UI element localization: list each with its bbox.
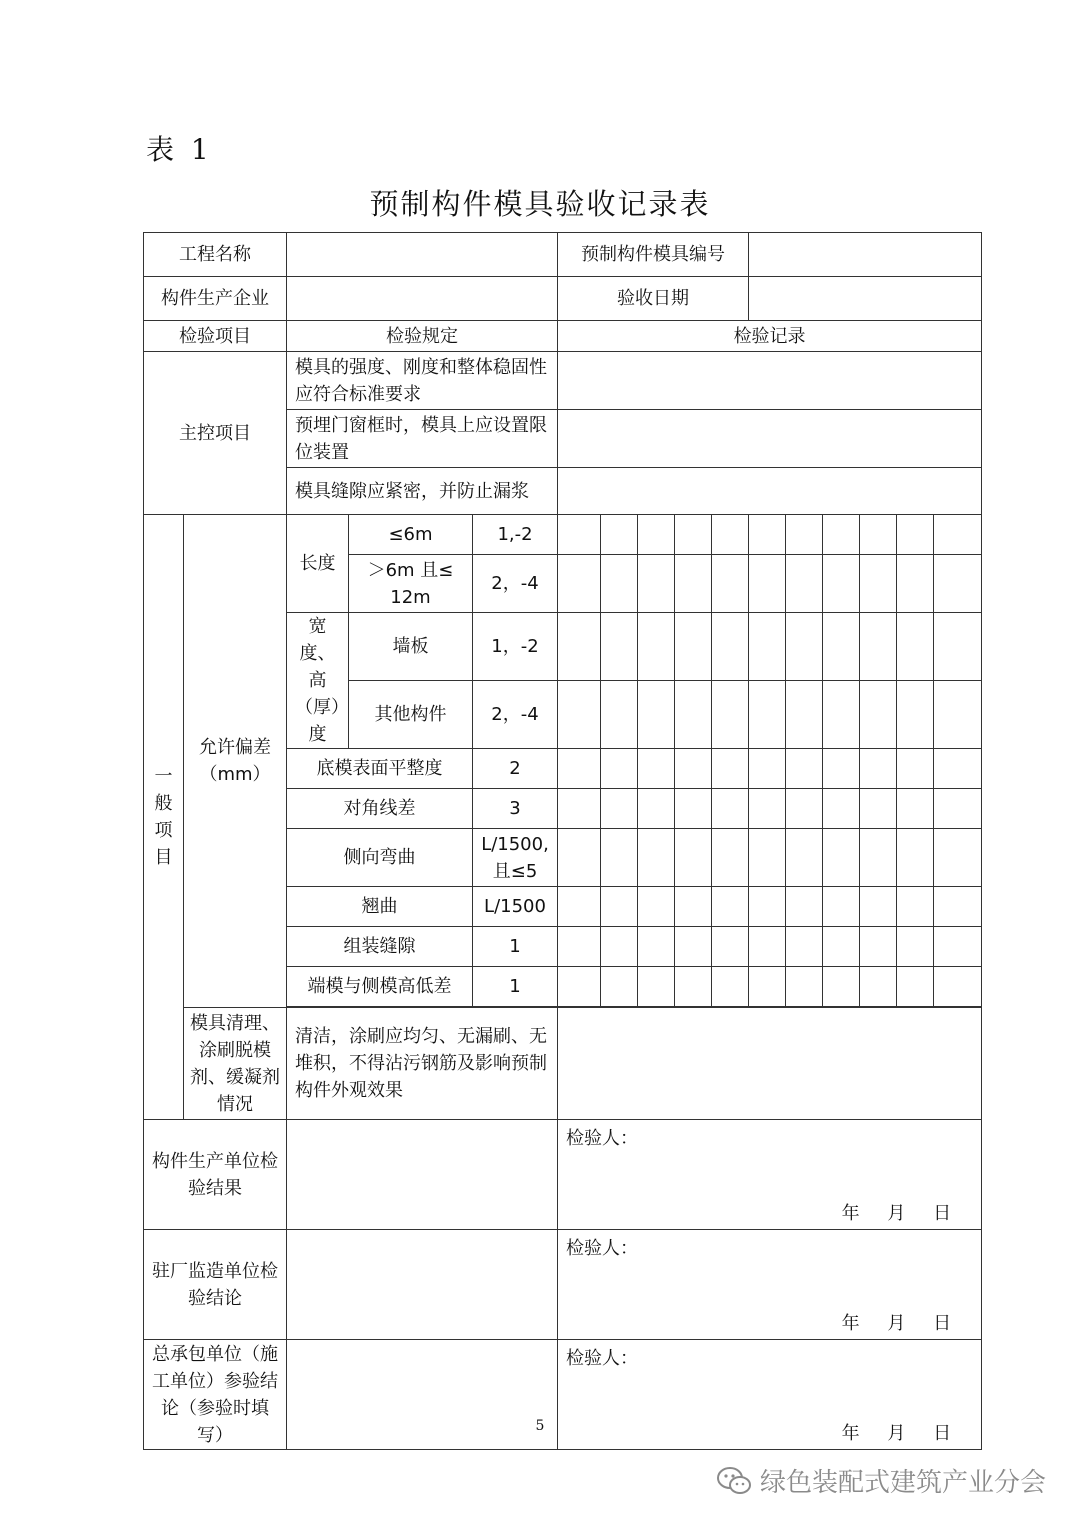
record-cell[interactable]	[712, 613, 749, 681]
record-cell[interactable]	[601, 555, 638, 613]
record-cell[interactable]	[786, 515, 823, 555]
wall-panel-label: 墙板	[349, 613, 473, 681]
record-cell[interactable]	[558, 749, 601, 789]
record-cell[interactable]	[675, 789, 712, 829]
record-cell[interactable]	[823, 749, 860, 789]
record-cell[interactable]	[749, 887, 786, 927]
record-cell[interactable]	[934, 681, 982, 749]
other-value: 2，-4	[473, 681, 558, 749]
date-label: 年 月 日	[841, 1422, 952, 1444]
watermark	[716, 1462, 1046, 1499]
record-cell[interactable]	[712, 789, 749, 829]
record-cell[interactable]	[860, 829, 897, 887]
main-rule-3: 模具缝隙应紧密，并防止漏浆	[287, 468, 558, 515]
date-label: 年 月 日	[841, 1202, 952, 1224]
record-cell[interactable]	[558, 887, 601, 927]
column-rule: 检验规定	[287, 321, 558, 352]
record-cell[interactable]	[712, 829, 749, 887]
gap-label: 组装缝隙	[287, 927, 473, 967]
record-cell[interactable]	[860, 789, 897, 829]
record-cell[interactable]	[601, 681, 638, 749]
project-name-value[interactable]	[287, 233, 558, 277]
record-cell[interactable]	[638, 749, 675, 789]
record-cell[interactable]	[558, 829, 601, 887]
record-cell[interactable]	[638, 829, 675, 887]
record-cell[interactable]	[823, 829, 860, 887]
record-cell[interactable]	[638, 967, 675, 1007]
page-number: 5	[535, 1418, 545, 1434]
record-cell[interactable]	[823, 927, 860, 967]
record-cell[interactable]	[601, 749, 638, 789]
record-cell[interactable]	[934, 829, 982, 887]
record-cell[interactable]	[897, 789, 934, 829]
record-cell[interactable]	[934, 749, 982, 789]
record-cell[interactable]	[749, 613, 786, 681]
record-cell[interactable]	[860, 515, 897, 555]
record-cell[interactable]	[934, 555, 982, 613]
record-cell[interactable]	[601, 887, 638, 927]
record-cell[interactable]	[786, 613, 823, 681]
record-cell[interactable]	[749, 829, 786, 887]
main-record-1[interactable]	[558, 352, 982, 410]
record-cell[interactable]	[749, 927, 786, 967]
record-cell[interactable]	[934, 789, 982, 829]
record-cell[interactable]	[786, 927, 823, 967]
record-cell[interactable]	[786, 681, 823, 749]
general-label: 一 般 项 目	[144, 515, 184, 1120]
column-item: 检验项目	[144, 321, 287, 352]
record-cell[interactable]	[675, 927, 712, 967]
record-cell[interactable]	[712, 681, 749, 749]
sign-block-2[interactable]	[558, 1230, 982, 1340]
len-6-12-label: ＞6m 且≤ 12m	[349, 555, 473, 613]
bend-label: 侧向弯曲	[287, 829, 473, 887]
record-cell[interactable]	[860, 927, 897, 967]
record-cell[interactable]	[786, 789, 823, 829]
record-cell[interactable]	[897, 967, 934, 1007]
record-cell[interactable]	[786, 555, 823, 613]
record-cell[interactable]	[860, 555, 897, 613]
main-rule-2: 预埋门窗框时，模具上应设置限位装置	[287, 410, 558, 468]
record-cell[interactable]	[823, 555, 860, 613]
record-cell[interactable]	[860, 967, 897, 1007]
column-record: 检验记录	[558, 321, 982, 352]
record-cell[interactable]	[601, 613, 638, 681]
producer-label: 构件生产企业	[144, 277, 287, 321]
len-le6-value: 1,-2	[473, 515, 558, 555]
record-cell[interactable]	[712, 927, 749, 967]
end-diff-value: 1	[473, 967, 558, 1007]
diagonal-label: 对角线差	[287, 789, 473, 829]
producer-value[interactable]	[287, 277, 558, 321]
record-cell[interactable]	[675, 829, 712, 887]
record-cell[interactable]	[638, 681, 675, 749]
sign-label-1: 构件生产单位检验结果	[144, 1120, 287, 1230]
mold-no-value[interactable]	[749, 233, 982, 277]
record-cell[interactable]	[823, 613, 860, 681]
record-cell[interactable]	[712, 515, 749, 555]
main-record-3[interactable]	[558, 468, 982, 515]
record-cell[interactable]	[934, 887, 982, 927]
record-cell[interactable]	[860, 749, 897, 789]
record-cell[interactable]	[897, 749, 934, 789]
record-cell[interactable]	[749, 515, 786, 555]
cleaning-label: 模具清理、涂刷脱模剂、缓凝剂情况	[184, 1008, 287, 1120]
record-cell[interactable]	[638, 613, 675, 681]
wall-panel-value: 1，-2	[473, 613, 558, 681]
record-cell[interactable]	[675, 967, 712, 1007]
record-cell[interactable]	[638, 927, 675, 967]
record-cell[interactable]	[601, 967, 638, 1007]
warp-label: 翘曲	[287, 887, 473, 927]
table-label: 表 1	[146, 133, 213, 166]
record-cell[interactable]	[897, 555, 934, 613]
record-cell[interactable]	[712, 749, 749, 789]
record-cell[interactable]	[897, 927, 934, 967]
flatness-value: 2	[473, 749, 558, 789]
record-cell[interactable]	[638, 515, 675, 555]
record-cell[interactable]	[601, 829, 638, 887]
accept-date-label: 验收日期	[558, 277, 749, 321]
sign-result-1[interactable]	[287, 1120, 558, 1230]
record-cell[interactable]	[860, 887, 897, 927]
record-cell[interactable]	[860, 681, 897, 749]
record-cell[interactable]	[786, 749, 823, 789]
record-cell[interactable]	[558, 515, 601, 555]
record-cell[interactable]	[558, 681, 601, 749]
record-cell[interactable]	[675, 887, 712, 927]
record-cell[interactable]	[823, 887, 860, 927]
record-cell[interactable]	[897, 681, 934, 749]
gap-value: 1	[473, 927, 558, 967]
record-cell[interactable]	[712, 887, 749, 927]
record-cell[interactable]	[558, 927, 601, 967]
record-cell[interactable]	[934, 515, 982, 555]
diagonal-value: 3	[473, 789, 558, 829]
mold-no-label: 预制构件模具编号	[558, 233, 749, 277]
record-cell[interactable]	[638, 887, 675, 927]
record-cell[interactable]	[675, 515, 712, 555]
record-cell[interactable]	[558, 613, 601, 681]
record-cell[interactable]	[558, 967, 601, 1007]
width-label: 宽度、高（厚）度	[287, 613, 349, 749]
record-cell[interactable]	[601, 515, 638, 555]
sign-label-2: 驻厂监造单位检验结论	[144, 1230, 287, 1340]
record-cell[interactable]	[897, 829, 934, 887]
record-cell[interactable]	[934, 613, 982, 681]
length-label: 长度	[287, 515, 349, 613]
sign-result-2[interactable]	[287, 1230, 558, 1340]
inspector-label: 检验人：	[566, 1347, 639, 1369]
record-cell[interactable]	[675, 749, 712, 789]
end-diff-label: 端模与侧模高低差	[287, 967, 473, 1007]
len-6-12-value: 2，-4	[473, 555, 558, 613]
project-name-label: 工程名称	[144, 233, 287, 277]
accept-date-value[interactable]	[749, 277, 982, 321]
warp-value: L/1500	[473, 887, 558, 927]
watermark-text: 绿色装配式建筑产业分会	[759, 1468, 1046, 1498]
record-cell[interactable]	[712, 967, 749, 1007]
date-label: 年 月 日	[841, 1312, 952, 1334]
record-cell[interactable]	[934, 927, 982, 967]
record-cell[interactable]	[749, 681, 786, 749]
tolerance-label: 允许偏差（mm）	[184, 515, 287, 1008]
record-cell[interactable]	[601, 789, 638, 829]
record-cell[interactable]	[823, 967, 860, 1007]
record-cell[interactable]	[675, 555, 712, 613]
record-cell[interactable]	[786, 887, 823, 927]
record-cell[interactable]	[749, 967, 786, 1007]
record-cell[interactable]	[749, 789, 786, 829]
wechat-icon	[716, 1466, 752, 1496]
inspector-label: 检验人：	[566, 1237, 639, 1259]
record-cell[interactable]	[786, 967, 823, 1007]
record-cell[interactable]	[749, 555, 786, 613]
flatness-label: 底模表面平整度	[287, 749, 473, 789]
record-cell[interactable]	[934, 967, 982, 1007]
record-cell[interactable]	[823, 515, 860, 555]
record-cell[interactable]	[860, 613, 897, 681]
record-cell[interactable]	[897, 613, 934, 681]
record-cell[interactable]	[638, 555, 675, 613]
other-label: 其他构件	[349, 681, 473, 749]
page-title: 预制构件模具验收记录表	[369, 187, 711, 221]
len-le6-label: ≤6m	[349, 515, 473, 555]
record-cell[interactable]	[601, 927, 638, 967]
record-cell[interactable]	[712, 555, 749, 613]
record-cell[interactable]	[675, 681, 712, 749]
inspector-label: 检验人：	[566, 1127, 639, 1149]
main-control-label: 主控项目	[144, 352, 287, 515]
record-cell[interactable]	[749, 749, 786, 789]
cleaning-rule: 清洁，涂刷应均匀、无漏刷、无堆积，不得沾污钢筋及影响预制构件外观效果	[287, 1008, 558, 1120]
main-rule-1: 模具的强度、刚度和整体稳固性应符合标准要求	[287, 352, 558, 410]
record-cell[interactable]	[897, 515, 934, 555]
record-cell[interactable]	[823, 681, 860, 749]
record-cell[interactable]	[823, 789, 860, 829]
record-cell[interactable]	[897, 887, 934, 927]
record-cell[interactable]	[558, 555, 601, 613]
record-cell[interactable]	[638, 789, 675, 829]
sign-label-3: 总承包单位（施工单位）参验结论（参验时填写）	[144, 1340, 287, 1450]
main-record-2[interactable]	[558, 410, 982, 468]
record-cell[interactable]	[786, 829, 823, 887]
record-cell[interactable]	[558, 789, 601, 829]
acceptance-table	[143, 232, 982, 1450]
record-cell[interactable]	[675, 613, 712, 681]
cleaning-record[interactable]	[558, 1008, 982, 1120]
bend-value: L/1500, 且≤5	[473, 829, 558, 887]
sign-block-1[interactable]	[558, 1120, 982, 1230]
